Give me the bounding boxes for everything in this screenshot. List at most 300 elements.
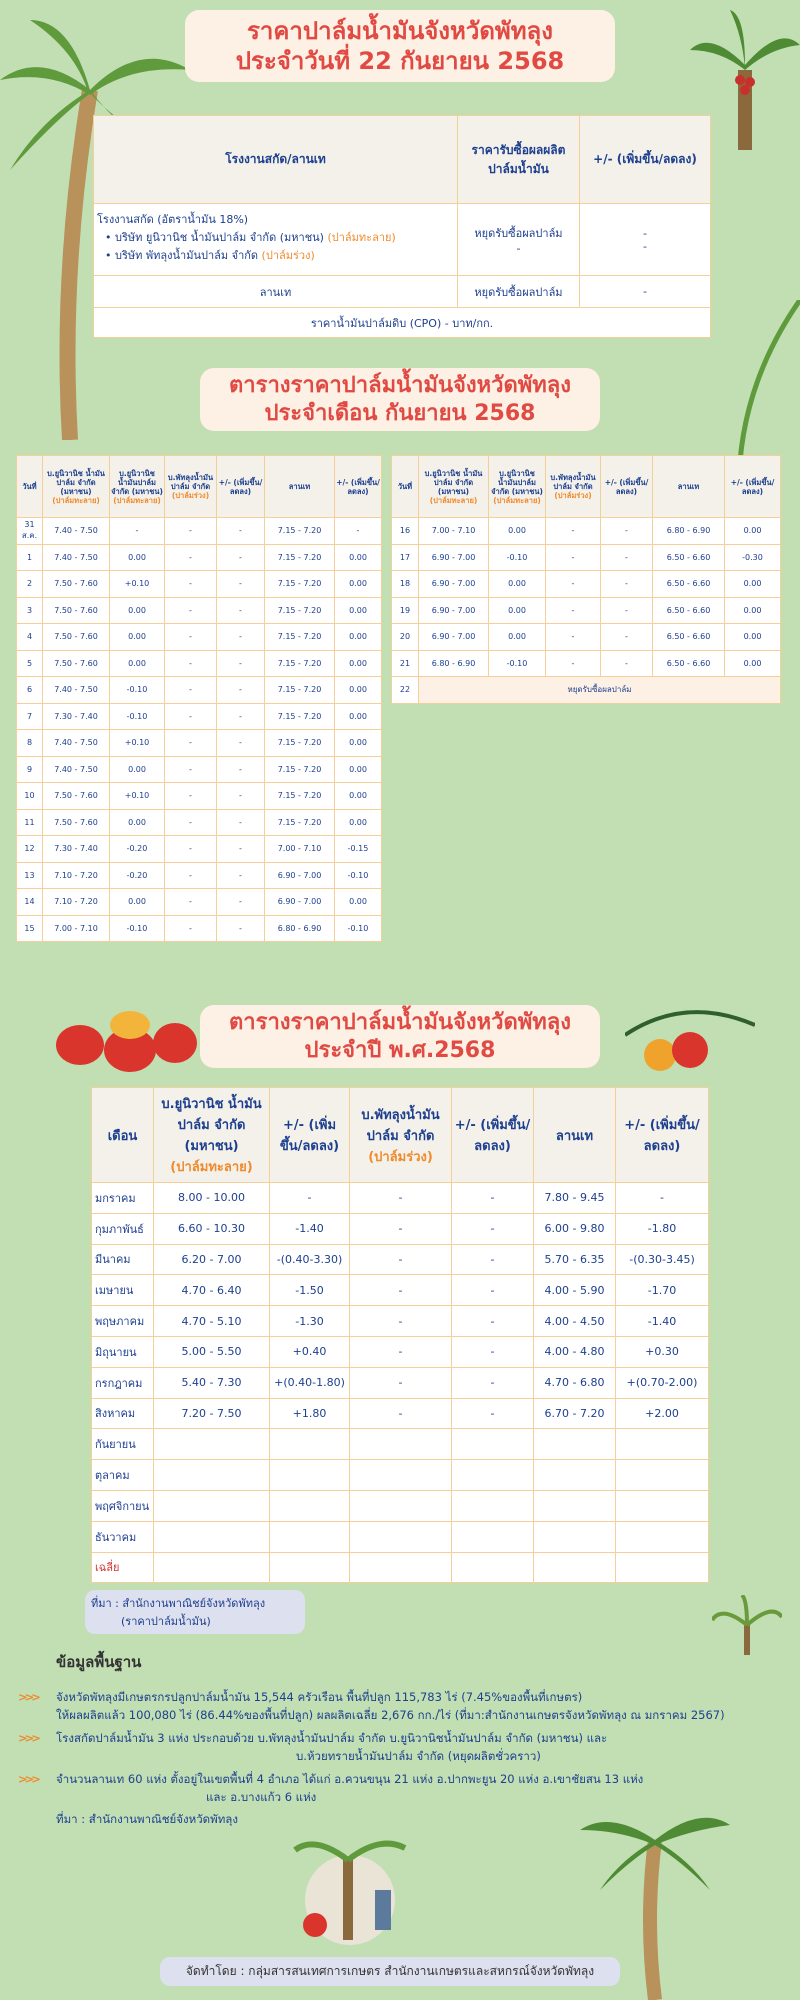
univanich-price-cell: [154, 1490, 270, 1521]
univanich-change-cell: 0.00: [110, 624, 165, 651]
lanthe-price-cell: 7.15 - 7.20: [265, 809, 335, 836]
univanich-change-cell: [270, 1521, 350, 1552]
lanthe-change: -: [580, 276, 711, 308]
lanthe-price-cell: 7.15 - 7.20: [265, 756, 335, 783]
univanich-change-cell: 0.00: [489, 571, 546, 598]
phatthalung-change-cell: [452, 1429, 534, 1460]
avg-cell: [452, 1552, 534, 1583]
change-header: +/- (เพิ่มขึ้น/ลดลง): [217, 456, 265, 518]
table-row: [17, 597, 382, 624]
phatthalung-header: [350, 1088, 452, 1183]
univanich-change-header: +/- (เพิ่มขึ้น/ลดลง): [270, 1088, 350, 1183]
phatthalung-price-cell: -: [546, 597, 601, 624]
day-cell: 3: [17, 597, 43, 624]
univanich-price-cell: [154, 1521, 270, 1552]
univanich-header-note: (ปาล์มทะลาย): [170, 1160, 253, 1175]
lanthe-price-cell: 7.15 - 7.20: [265, 518, 335, 545]
lanthe-price-cell: 6.80 - 6.90: [265, 915, 335, 942]
lanthe-change-cell: [616, 1521, 709, 1552]
factory2-name: บริษัท พัทลุงน้ำมันปาล์ม จำกัด: [115, 249, 259, 262]
univanich-price-cell: 7.50 - 7.60: [43, 809, 110, 836]
table-row: [17, 889, 382, 916]
table-row: [92, 1213, 709, 1244]
univanich-change-cell: 0.00: [110, 889, 165, 916]
univanich-header-text: บ.ยูนิวานิช น้ำมันปาล์ม จำกัด (มหาชน): [161, 1097, 262, 1154]
univanich-price-cell: 6.60 - 10.30: [154, 1213, 270, 1244]
lanthe-change-cell: 0.00: [335, 544, 382, 571]
table-row: [92, 1367, 709, 1398]
phatthalung-price-cell: -: [350, 1306, 452, 1337]
phatthalung-header: [546, 456, 601, 518]
day-cell: 1: [17, 544, 43, 571]
lanthe-change-cell: 0.00: [335, 889, 382, 916]
univanich-change-cell: -0.20: [110, 862, 165, 889]
phatthalung-change-cell: -: [601, 544, 653, 571]
phatthalung-change-cell: -: [217, 756, 265, 783]
table-row: [92, 1244, 709, 1275]
basic-info-heading: ข้อมูลพื้นฐาน: [56, 1653, 142, 1671]
arrow-icon: >>>: [18, 1771, 38, 1786]
univanich-change-cell: -1.40: [270, 1213, 350, 1244]
univanich-change-cell: -0.10: [110, 677, 165, 704]
phatthalung-price-cell: -: [165, 703, 217, 730]
univanich-price-cell: 4.70 - 6.40: [154, 1275, 270, 1306]
lanthe-price-cell: 7.15 - 7.20: [265, 650, 335, 677]
table-row: [392, 650, 781, 677]
phatthalung-change-cell: -: [601, 650, 653, 677]
factory-price-1: หยุดรับซื้อผลปาล์ม: [474, 227, 563, 240]
lanthe-price-cell: 4.00 - 4.80: [534, 1336, 616, 1367]
phatthalung-price-cell: -: [165, 650, 217, 677]
lanthe-change-cell: 0.00: [725, 518, 781, 545]
day-cell: 20: [392, 624, 419, 651]
univanich-price-cell: 7.30 - 7.40: [43, 703, 110, 730]
phatthalung-price-cell: -: [350, 1398, 452, 1429]
phatthalung-change-cell: -: [217, 624, 265, 651]
col-factory-header: โรงงานสกัด/ลานเท: [94, 116, 458, 204]
univanich-price-cell: 7.50 - 7.60: [43, 783, 110, 810]
last-day-note: หยุดรับซื้อผลปาล์ม: [419, 677, 781, 704]
factory-price-2: -: [516, 242, 521, 255]
univanich-price-cell: 7.50 - 7.60: [43, 624, 110, 651]
avg-cell: [350, 1552, 452, 1583]
phatthalung-change-cell: [452, 1521, 534, 1552]
univanich-header-note: (ปาล์มทะลาย): [52, 495, 100, 505]
table-row: [92, 1275, 709, 1306]
univanich-change-cell: 0.00: [110, 544, 165, 571]
month-cell: มิถุนายน: [92, 1336, 154, 1367]
lanthe-change-cell: -1.40: [616, 1306, 709, 1337]
yearly-title: [200, 1005, 600, 1068]
phatthalung-price-cell: -: [350, 1367, 452, 1398]
table-row: [392, 544, 781, 571]
factory1-note: (ปาล์มทะลาย): [327, 231, 396, 244]
lanthe-change-cell: 0.00: [335, 624, 382, 651]
table-row: [17, 783, 382, 810]
univanich-change-cell: +0.10: [110, 783, 165, 810]
avg-cell: [616, 1552, 709, 1583]
day-cell: 16: [392, 518, 419, 545]
lanthe-price-cell: 6.70 - 7.20: [534, 1398, 616, 1429]
univanich-header: [154, 1088, 270, 1183]
univanich-change-cell: -0.10: [110, 703, 165, 730]
page-title-line2: ประจำวันที่ 22 กันยายน 2568: [235, 47, 565, 75]
univanich-price-cell: 7.10 - 7.20: [43, 889, 110, 916]
univanich-change-cell: 0.00: [110, 597, 165, 624]
avg-cell: [270, 1552, 350, 1583]
month-cell: มีนาคม: [92, 1244, 154, 1275]
lanthe-price-cell: 6.50 - 6.60: [653, 571, 725, 598]
lanthe-change-cell: -0.10: [335, 915, 382, 942]
lanthe-change-cell: 0.00: [335, 730, 382, 757]
lanthe-change-cell: +(0.70-2.00): [616, 1367, 709, 1398]
phatthalung-change-cell: -: [217, 544, 265, 571]
lanthe-price-cell: 6.50 - 6.60: [653, 597, 725, 624]
univanich-price-cell: [154, 1429, 270, 1460]
info-item-3: [18, 1770, 793, 1807]
phatthalung-header-text: บ.พัทลุงน้ำมันปาล์ม จำกัด: [550, 473, 596, 491]
table-row: [17, 809, 382, 836]
phatthalung-change-cell: -: [217, 915, 265, 942]
lanthe-change-cell: [616, 1460, 709, 1491]
day-cell: 17: [392, 544, 419, 571]
lanthe-change-cell: 0.00: [725, 624, 781, 651]
phatthalung-price-cell: -: [165, 518, 217, 545]
lanthe-price-cell: 6.90 - 7.00: [265, 889, 335, 916]
univanich-change-header-text: บ.ยูนิวานิช น้ำมันปาล์ม จำกัด (มหาชน): [111, 468, 163, 496]
factory-change-cell: [580, 204, 711, 276]
page-title-line1: ราคาปาล์มน้ำมันจังหวัดพัทลุง: [247, 17, 553, 45]
price-source: [85, 1590, 305, 1634]
phatthalung-price-cell: -: [165, 624, 217, 651]
info-item-1: [18, 1688, 793, 1725]
phatthalung-change-cell: -: [452, 1398, 534, 1429]
lanthe-header: ลานเท: [534, 1088, 616, 1183]
farmer-illustration-icon: [285, 1830, 415, 1950]
month-cell: พฤศจิกายน: [92, 1490, 154, 1521]
phatthalung-price-cell: [350, 1521, 452, 1552]
univanich-change-cell: +0.10: [110, 571, 165, 598]
phatthalung-change-cell: -: [217, 703, 265, 730]
factory-item-2: • บริษัท พัทลุงน้ำมันปาล์ม จำกัด (ปาล์มร่วง): [105, 249, 315, 262]
lanthe-header: ลานเท: [265, 456, 335, 518]
table-row: [17, 518, 382, 545]
lanthe-price-cell: 6.50 - 6.60: [653, 544, 725, 571]
day-cell: 13: [17, 862, 43, 889]
phatthalung-change-cell: -: [452, 1183, 534, 1214]
phatthalung-price-cell: -: [350, 1275, 452, 1306]
monthly-title-line2: ประจำเดือน กันยายน 2568: [264, 400, 536, 426]
month-cell: กันยายน: [92, 1429, 154, 1460]
univanich-header: [43, 456, 110, 518]
lanthe-label: ลานเท: [94, 276, 458, 308]
univanich-change-cell: 0.00: [110, 809, 165, 836]
phatthalung-header-note: (ปาล์มร่วง): [368, 1149, 433, 1165]
table-row: [17, 544, 382, 571]
univanich-header-text: บ.ยูนิวานิช น้ำมันปาล์ม จำกัด (มหาชน): [424, 468, 483, 496]
table-row: [17, 756, 382, 783]
table-row: [392, 571, 781, 598]
phatthalung-change-cell: -: [217, 571, 265, 598]
univanich-price-cell: 7.30 - 7.40: [43, 836, 110, 863]
day-cell: 10: [17, 783, 43, 810]
phatthalung-price-cell: [350, 1429, 452, 1460]
phatthalung-change-cell: -: [452, 1275, 534, 1306]
factory-change-2: -: [643, 239, 647, 253]
univanich-change-header-note: (ปาล์มทะลาย): [113, 495, 161, 505]
lanthe-change-cell: -1.80: [616, 1213, 709, 1244]
day-cell: 19: [392, 597, 419, 624]
table-row: [92, 1490, 709, 1521]
univanich-price-cell: 6.90 - 7.00: [419, 624, 489, 651]
info-1b: ให้ผลผลิตแล้ว 100,080 ไร่ (86.44%ของพื้นที่ปลูก) ผลผลิตเฉลี่ย 2,676 กก./ไร่ (ที่มา:สำนักงานเกษตรจังหวัดพัทลุง ณ มกราคม 2567): [56, 1708, 725, 1723]
lanthe-price-cell: 7.00 - 7.10: [265, 836, 335, 863]
univanich-change-cell: +1.80: [270, 1398, 350, 1429]
univanich-change-cell: 0.00: [110, 756, 165, 783]
page-title: [185, 10, 615, 82]
univanich-price-cell: 6.90 - 7.00: [419, 544, 489, 571]
phatthalung-change-cell: -: [217, 677, 265, 704]
phatthalung-price-cell: -: [165, 756, 217, 783]
table-row: [17, 571, 382, 598]
univanich-price-cell: 8.00 - 10.00: [154, 1183, 270, 1214]
table-row: [17, 836, 382, 863]
lanthe-change-cell: 0.00: [725, 597, 781, 624]
lanthe-price-cell: [534, 1429, 616, 1460]
lanthe-price-cell: 7.15 - 7.20: [265, 783, 335, 810]
lanthe-change-cell: -0.15: [335, 836, 382, 863]
phatthalung-change-cell: [452, 1490, 534, 1521]
phatthalung-price-cell: -: [165, 915, 217, 942]
monthly-table-left: [16, 455, 382, 942]
lanthe-change-cell: -1.70: [616, 1275, 709, 1306]
lanthe-price-cell: 6.80 - 6.90: [653, 518, 725, 545]
phatthalung-price-cell: -: [165, 809, 217, 836]
phatthalung-change-cell: -: [217, 518, 265, 545]
lanthe-change-cell: -0.30: [725, 544, 781, 571]
table-row: [392, 624, 781, 651]
change-header: +/- (เพิ่มขึ้น/ลดลง): [601, 456, 653, 518]
univanich-change-header-note: (ปาล์มทะลาย): [493, 495, 541, 505]
lanthe-price-cell: 4.00 - 4.50: [534, 1306, 616, 1337]
factory2-note: (ปาล์มร่วง): [261, 249, 315, 262]
lanthe-price: หยุดรับซื้อผลปาล์ม: [458, 276, 580, 308]
univanich-change-cell: [270, 1429, 350, 1460]
phatthalung-change-cell: -: [452, 1306, 534, 1337]
palm-fruit-leaf-icon: [625, 995, 755, 1080]
phatthalung-price-cell: -: [546, 624, 601, 651]
month-cell: กรกฎาคม: [92, 1367, 154, 1398]
phatthalung-change-cell: -: [217, 783, 265, 810]
factory-change-1: -: [643, 226, 647, 240]
yearly-title-line2: ประจำปี พ.ศ.2568: [304, 1037, 496, 1063]
univanich-change-cell: -0.10: [110, 915, 165, 942]
lanthe-change-cell: 0.00: [725, 571, 781, 598]
univanich-price-cell: 7.00 - 7.10: [419, 518, 489, 545]
phatthalung-price-cell: -: [165, 862, 217, 889]
factory1-name: บริษัท ยูนิวานิช น้ำมันปาล์ม จำกัด (มหาชน): [115, 231, 324, 244]
month-cell: เมษายน: [92, 1275, 154, 1306]
univanich-change-cell: -0.10: [489, 544, 546, 571]
univanich-price-cell: 6.90 - 7.00: [419, 571, 489, 598]
day-cell: 4: [17, 624, 43, 651]
avg-cell: [534, 1552, 616, 1583]
table-row: [17, 703, 382, 730]
lanthe-header: ลานเท: [653, 456, 725, 518]
table-row: [392, 518, 781, 545]
lanthe-change-cell: [616, 1490, 709, 1521]
univanich-price-cell: 7.00 - 7.10: [43, 915, 110, 942]
monthly-table-right: [391, 455, 781, 704]
phatthalung-change-cell: -: [217, 889, 265, 916]
univanich-price-cell: 7.40 - 7.50: [43, 730, 110, 757]
univanich-change-cell: 0.00: [110, 650, 165, 677]
phatthalung-change-cell: -: [601, 518, 653, 545]
univanich-change-cell: 0.00: [489, 624, 546, 651]
lanthe-change-cell: -: [616, 1183, 709, 1214]
phatthalung-price-cell: -: [165, 889, 217, 916]
day-cell: 31 ส.ค.: [17, 518, 43, 545]
univanich-price-cell: 4.70 - 5.10: [154, 1306, 270, 1337]
phatthalung-header-note: (ปาล์มร่วง): [171, 491, 210, 500]
lanthe-price-cell: 7.15 - 7.20: [265, 730, 335, 757]
univanich-price-cell: 5.40 - 7.30: [154, 1367, 270, 1398]
univanich-price-cell: 7.40 - 7.50: [43, 518, 110, 545]
price-source-line1: ที่มา : สำนักงานพาณิชย์จังหวัดพัทลุง: [91, 1597, 266, 1610]
univanich-header-text: บ.ยูนิวานิช น้ำมันปาล์ม จำกัด (มหาชน): [47, 468, 105, 496]
info-2b: บ.ห้วยทรายน้ำมันปาล์ม จำกัด (หยุดผลิตชั่วคราว): [296, 1749, 541, 1764]
info-2a: โรงสกัดปาล์มน้ำมัน 3 แห่ง ประกอบด้วย บ.พัทลุงน้ำมันปาล์ม จำกัด บ.ยูนิวานิชน้ำมันปาล์ม จำกัด (มหาชน) และ: [56, 1730, 608, 1745]
phatthalung-change-header: +/- (เพิ่มขึ้น/ลดลง): [452, 1088, 534, 1183]
day-cell: 14: [17, 889, 43, 916]
univanich-price-cell: 7.50 - 7.60: [43, 597, 110, 624]
univanich-price-cell: 7.40 - 7.50: [43, 544, 110, 571]
lanthe-price-cell: 6.00 - 9.80: [534, 1213, 616, 1244]
univanich-change-header: [489, 456, 546, 518]
month-header: เดือน: [92, 1088, 154, 1183]
table-row: [17, 862, 382, 889]
univanich-change-cell: +0.10: [110, 730, 165, 757]
phatthalung-price-cell: -: [350, 1244, 452, 1275]
univanich-change-cell: -: [270, 1183, 350, 1214]
univanich-change-cell: 0.00: [489, 597, 546, 624]
univanich-change-header-text: บ.ยูนิวานิช น้ำมันปาล์ม จำกัด (มหาชน): [491, 468, 543, 496]
phatthalung-change-cell: -: [452, 1213, 534, 1244]
phatthalung-price-cell: -: [546, 544, 601, 571]
phatthalung-change-cell: -: [452, 1336, 534, 1367]
table-row: [392, 597, 781, 624]
univanich-header: [419, 456, 489, 518]
univanich-change-cell: +(0.40-1.80): [270, 1367, 350, 1398]
univanich-change-cell: 0.00: [489, 518, 546, 545]
phatthalung-change-cell: [452, 1460, 534, 1491]
month-cell: กุมภาพันธ์: [92, 1213, 154, 1244]
factory-cell: [94, 204, 458, 276]
info-1a: จังหวัดพัทลุงมีเกษตรกรปลูกปาล์มน้ำมัน 15,544 ครัวเรือน พื้นที่ปลูก 115,783 ไร่ (7.45%ของพื้นที่เกษตร): [56, 1690, 583, 1704]
day-cell: 8: [17, 730, 43, 757]
day-cell: 6: [17, 677, 43, 704]
day-cell: 9: [17, 756, 43, 783]
lanthe-change-cell: 0.00: [335, 597, 382, 624]
phatthalung-header-text: บ.พัทลุงน้ำมันปาล์ม จำกัด: [167, 473, 214, 491]
lanthe-change-cell: 0.00: [725, 650, 781, 677]
table-row: [92, 1521, 709, 1552]
lanthe-price-cell: [534, 1460, 616, 1491]
univanich-change-cell: -: [110, 518, 165, 545]
univanich-change-cell: [270, 1460, 350, 1491]
day-cell: 12: [17, 836, 43, 863]
lanthe-price-cell: 6.50 - 6.60: [653, 624, 725, 651]
day-cell: 15: [17, 915, 43, 942]
table-row: [92, 1398, 709, 1429]
phatthalung-price-cell: -: [546, 518, 601, 545]
univanich-price-cell: 5.00 - 5.50: [154, 1336, 270, 1367]
phatthalung-change-cell: -: [217, 597, 265, 624]
table-row: [92, 1336, 709, 1367]
table-row: [17, 624, 382, 651]
lanthe-change-cell: 0.00: [335, 809, 382, 836]
col-change-header: +/- (เพิ่มขึ้น/ลดลง): [580, 116, 711, 204]
lanthe-price-cell: 7.15 - 7.20: [265, 597, 335, 624]
col-price-header: ราคารับซื้อผลผลิตปาล์มน้ำมัน: [458, 116, 580, 204]
table-row: [17, 730, 382, 757]
univanich-change-cell: +0.40: [270, 1336, 350, 1367]
phatthalung-price-cell: -: [165, 571, 217, 598]
lanthe-price-cell: [534, 1490, 616, 1521]
monthly-title-line1: ตารางราคาปาล์มน้ำมันจังหวัดพัทลุง: [228, 373, 572, 398]
phatthalung-price-cell: -: [350, 1336, 452, 1367]
price-source-line2: (ราคาปาล์มน้ำมัน): [121, 1615, 211, 1628]
table-row: [92, 1306, 709, 1337]
month-cell: สิงหาคม: [92, 1398, 154, 1429]
day-cell: 2: [17, 571, 43, 598]
phatthalung-change-cell: -: [217, 730, 265, 757]
yearly-price-table: [91, 1087, 709, 1583]
phatthalung-change-cell: -: [601, 597, 653, 624]
phatthalung-change-cell: -: [217, 862, 265, 889]
lanthe-change-cell: 0.00: [335, 783, 382, 810]
univanich-price-cell: 6.80 - 6.90: [419, 650, 489, 677]
month-cell: มกราคม: [92, 1183, 154, 1214]
month-cell: พฤษภาคม: [92, 1306, 154, 1337]
table-row: [92, 1460, 709, 1491]
univanich-price-cell: 7.40 - 7.50: [43, 677, 110, 704]
phatthalung-change-cell: -: [452, 1244, 534, 1275]
lanthe-change-header: +/- (เพิ่มขึ้น/ลดลง): [616, 1088, 709, 1183]
info-item-2: [18, 1729, 793, 1766]
lanthe-price-cell: 7.15 - 7.20: [265, 544, 335, 571]
phatthalung-change-cell: -: [601, 624, 653, 651]
month-cell: ธันวาคม: [92, 1521, 154, 1552]
lanthe-change-cell: -: [335, 518, 382, 545]
univanich-price-cell: 7.50 - 7.60: [43, 650, 110, 677]
phatthalung-change-cell: -: [217, 650, 265, 677]
lanthe-price-cell: 4.00 - 5.90: [534, 1275, 616, 1306]
day-cell: 7: [17, 703, 43, 730]
palm-seedling-icon: [712, 1595, 782, 1655]
lanthe-change-cell: -0.10: [335, 862, 382, 889]
univanich-change-cell: [270, 1490, 350, 1521]
month-cell: ตุลาคม: [92, 1460, 154, 1491]
day-cell: 5: [17, 650, 43, 677]
cpo-price: ราคาน้ำมันปาล์มดิบ (CPO) - บาท/กก.: [94, 308, 711, 338]
phatthalung-price-cell: -: [165, 730, 217, 757]
lanthe-price-cell: 7.15 - 7.20: [265, 624, 335, 651]
phatthalung-price-cell: -: [546, 650, 601, 677]
table-row: [17, 650, 382, 677]
lanthe-price-cell: 6.90 - 7.00: [265, 862, 335, 889]
univanich-price-cell: 7.10 - 7.20: [43, 862, 110, 889]
